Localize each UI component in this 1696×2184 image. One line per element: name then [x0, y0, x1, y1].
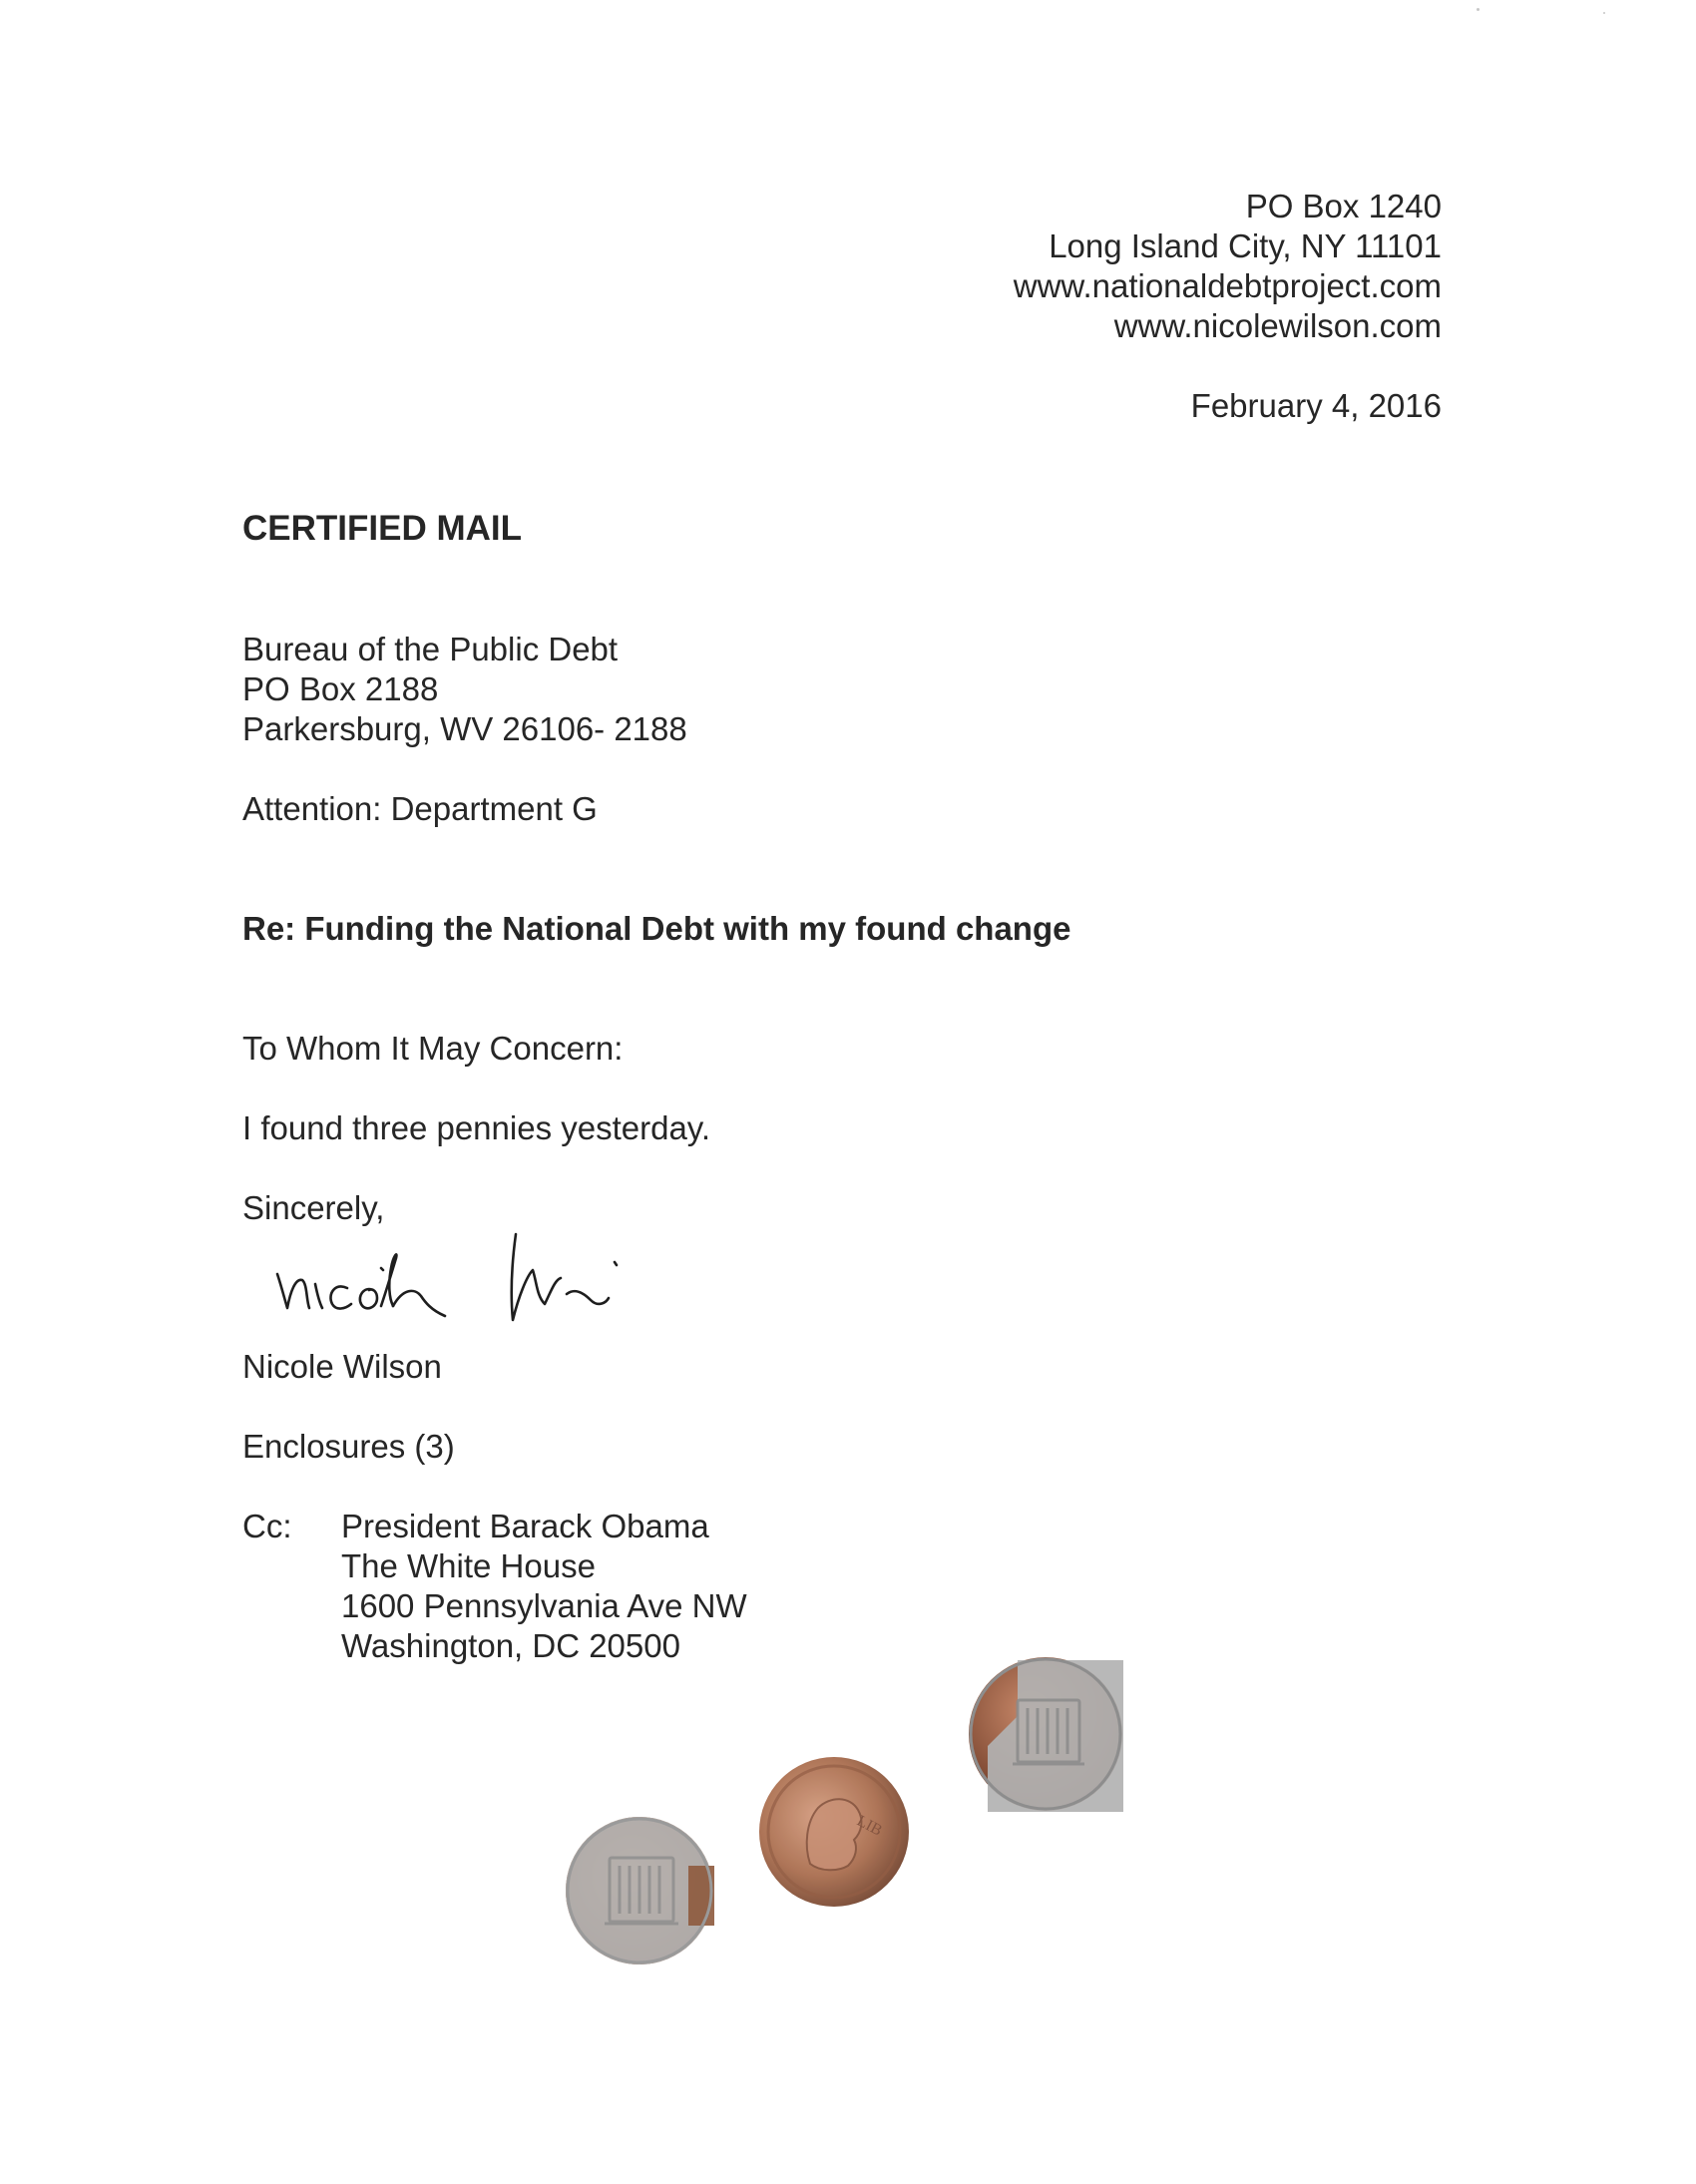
sender-website-1: www.nationaldebtproject.com [1013, 267, 1442, 304]
scan-speck [1603, 12, 1605, 14]
recipient-address-line2: Parkersburg, WV 26106- 2188 [242, 710, 687, 747]
letter-body: I found three pennies yesterday. [242, 1109, 711, 1146]
penny-coin-icon [758, 1756, 910, 1908]
delivery-method-heading: CERTIFIED MAIL [242, 509, 522, 548]
penny-coin-icon [565, 1816, 714, 1966]
signer-name: Nicole Wilson [242, 1348, 442, 1385]
recipient-address-line1: PO Box 2188 [242, 670, 439, 707]
cc-line-1: President Barack Obama [341, 1508, 709, 1544]
penny-coin-icon [968, 1656, 1123, 1812]
sender-address-line2: Long Island City, NY 11101 [1049, 227, 1442, 264]
salutation: To Whom It May Concern: [242, 1030, 624, 1067]
sender-website-2: www.nicolewilson.com [1113, 307, 1442, 344]
attention-line: Attention: Department G [242, 790, 598, 827]
sender-address-line1: PO Box 1240 [1245, 188, 1442, 224]
closing: Sincerely, [242, 1189, 385, 1226]
letter-date: February 4, 2016 [1190, 387, 1442, 424]
cc-label: Cc: [242, 1508, 292, 1544]
subject-line: Re: Funding the National Debt with my found change [242, 910, 1071, 947]
svg-text:LIB: LIB [854, 1812, 885, 1840]
cc-line-2: The White House [341, 1547, 596, 1584]
handwritten-signature [269, 1222, 688, 1332]
enclosures-line: Enclosures (3) [242, 1428, 455, 1465]
scan-speck [1477, 8, 1480, 11]
recipient-name: Bureau of the Public Debt [242, 631, 619, 667]
cc-line-3: 1600 Pennsylvania Ave NW [341, 1587, 747, 1624]
cc-line-4: Washington, DC 20500 [341, 1627, 680, 1664]
